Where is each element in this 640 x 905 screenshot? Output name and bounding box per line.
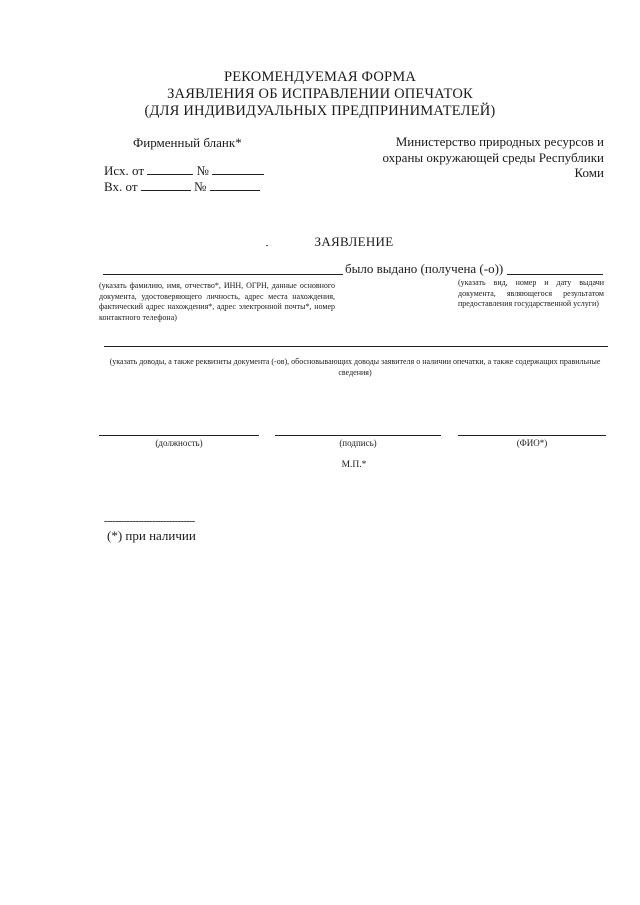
footnote-separator: -------------------------------- — [104, 516, 195, 527]
addressee-line-1: Министерство природных ресурсов и — [395, 134, 604, 149]
incoming-number-field[interactable] — [210, 179, 260, 191]
incoming-registration-row — [104, 179, 260, 195]
outgoing-date-field[interactable] — [147, 163, 193, 175]
reasons-hint: (указать доводы, а также реквизиты документа (-ов), обосновывающих доводы заявителя о наличии опечатки, а также содержащих правильные сведения) — [109, 357, 601, 377]
applicant-field-line[interactable] — [103, 274, 343, 275]
form-title-line-1: РЕКОМЕНДУЕМАЯ ФОРМА — [223, 69, 417, 85]
signature-field-line[interactable] — [275, 435, 441, 436]
incoming-date-field[interactable] — [141, 179, 191, 191]
form-title-line-2: ЗАЯВЛЕНИЯ ОБ ИСПРАВЛЕНИИ ОПЕЧАТОК — [167, 86, 473, 102]
issued-text: было выдано (получена (-о)) — [345, 261, 504, 276]
outgoing-registration-row — [104, 163, 264, 179]
position-label: (должность) — [155, 438, 203, 448]
applicant-hint: (указать фамилию, имя, отчество*, ИНН, ОГРН, данные основного документа, удостоверяющего личность, адрес места нахождения, фактический адрес нахождения*, адрес электронной почты*, номер контактного телефона) — [99, 281, 335, 322]
outgoing-date-label: Исх. от — [104, 163, 144, 178]
document-field-line[interactable] — [507, 274, 603, 275]
footnote-text: (*) при наличии — [107, 528, 196, 543]
incoming-number-label: № — [194, 179, 207, 194]
addressee-line-2: охраны окружающей среды Республики — [382, 149, 604, 165]
addressee-line-3: Коми — [574, 165, 604, 180]
name-field-line[interactable] — [458, 435, 606, 436]
letterhead-label: Фирменный бланк* — [133, 135, 242, 150]
position-field-line[interactable] — [99, 435, 259, 436]
name-label: (ФИО*) — [516, 438, 548, 448]
outgoing-number-field[interactable] — [212, 163, 264, 175]
incoming-date-label: Вх. от — [104, 179, 138, 194]
document-hint: (указать вид, номер и дату выдачи документа, являющегося результатом предоставления государственной услуги) — [458, 278, 604, 308]
signature-label: (подпись) — [339, 438, 377, 448]
reasons-field-line[interactable] — [104, 346, 608, 347]
addressee-block — [378, 134, 604, 181]
outgoing-number-label: № — [196, 163, 209, 178]
statement-heading: ЗАЯВЛЕНИЕ — [314, 234, 394, 249]
stamp-label: М.П.* — [341, 460, 367, 470]
form-title-line-3: (ДЛЯ ИНДИВИДУАЛЬНЫХ ПРЕДПРИНИМАТЕЛЕЙ) — [144, 103, 496, 119]
